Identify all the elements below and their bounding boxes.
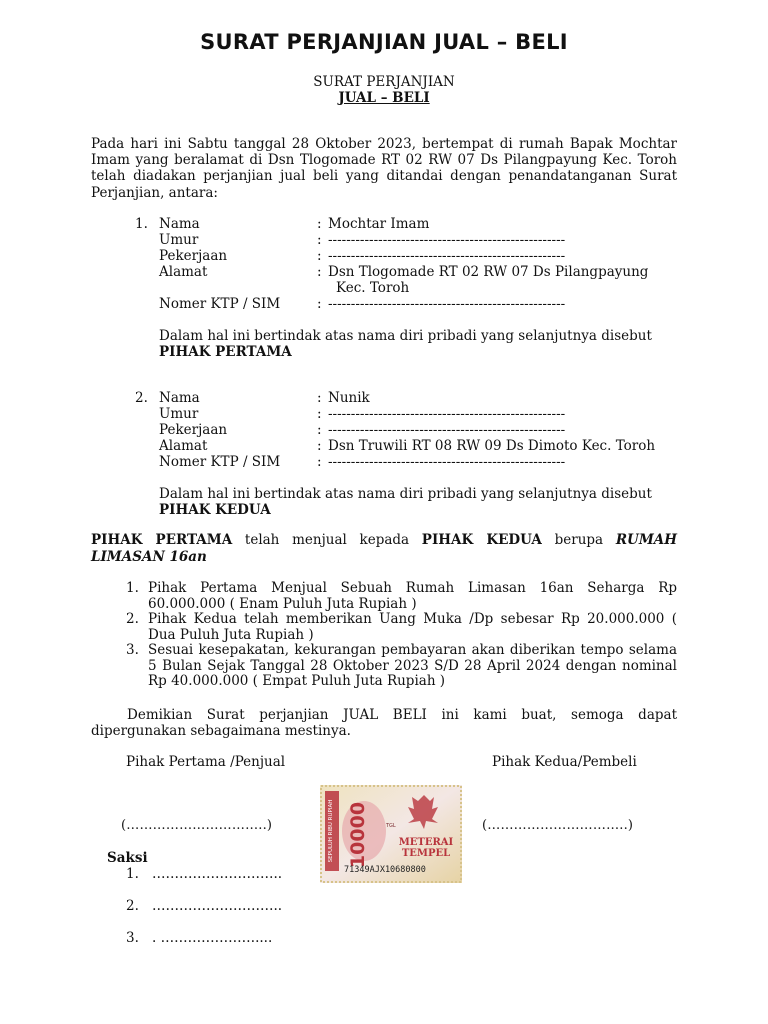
party-one-job: ---------------------------------------------------- — [328, 248, 566, 264]
intro-paragraph: Pada hari ini Sabtu tanggal 28 Oktober 2023, bertempat di rumah Bapak Mochtar Imam yang beralamat di Dsn Tlogomade RT 02 RW 07 Ds Pilangpayung Kec. Toroh telah diadakan perjanjian jual beli yang ditandai dengan penandatanganan Surat Perjanjian, antara: — [91, 136, 677, 201]
party-one-role: PIHAK PERTAMA — [159, 344, 292, 360]
name-label: Nama — [159, 216, 200, 232]
stamp-side-text: SEPULUH RIBU RUPIAH — [328, 799, 334, 863]
stamp-small-label: TGL — [386, 823, 396, 829]
buyer-signature-line: (…………………………..) — [482, 818, 634, 833]
party-one-statement: Dalam hal ini bertindak atas nama diri pribadi yang selanjutnya disebut — [159, 328, 652, 344]
name-label: Nama — [159, 390, 200, 406]
document-title: SURAT PERJANJIAN JUAL – BELI — [200, 30, 568, 54]
party-one-address-cont: Kec. Toroh — [336, 280, 410, 296]
stamp-label-meterai: METERAI — [398, 837, 454, 848]
party-one-number: 1. — [135, 216, 148, 232]
term-number: 3. — [126, 642, 139, 658]
ktp-label: Nomer KTP / SIM — [159, 454, 281, 470]
colon: : — [317, 406, 322, 422]
party-one-name: Mochtar Imam — [328, 216, 430, 232]
party-two-address: Dsn Truwili RT 08 RW 09 Ds Dimoto Kec. Toroh — [328, 438, 656, 454]
sale-party-two: PIHAK KEDUA — [421, 532, 542, 548]
meterai-stamp — [320, 785, 462, 883]
sale-party-one: PIHAK PERTAMA — [91, 532, 233, 548]
seller-signature-line: (…………………………..) — [121, 818, 273, 833]
witness-line: ……………………….. — [152, 898, 283, 914]
sale-text: berupa — [541, 532, 616, 548]
colon: : — [317, 232, 322, 248]
colon: : — [317, 438, 322, 454]
term-number: 1. — [126, 580, 139, 596]
colon: : — [317, 216, 322, 232]
witness-line: . ………………….... — [152, 930, 273, 946]
witness-number: 3. — [126, 930, 139, 946]
party-two-age: ---------------------------------------------------- — [328, 406, 566, 422]
job-label: Pekerjaan — [159, 422, 228, 438]
age-label: Umur — [159, 232, 199, 248]
party-one-address: Dsn Tlogomade RT 02 RW 07 Ds Pilangpayung — [328, 264, 649, 280]
address-label: Alamat — [159, 438, 208, 454]
colon: : — [317, 454, 322, 470]
party-one-age: ---------------------------------------------------- — [328, 232, 566, 248]
party-two-name: Nunik — [328, 390, 370, 406]
sale-statement — [91, 532, 677, 565]
term-number: 2. — [126, 611, 139, 627]
party-two-ktp: ---------------------------------------------------- — [328, 454, 566, 470]
term-text: Pihak Pertama Menjual Sebuah Rumah Limasan 16an Seharga Rp 60.000.000 ( Enam Puluh Juta Rupiah ) — [148, 580, 677, 612]
sale-object: RUMAH LIMASAN 16an — [91, 532, 677, 565]
party-two-job: ---------------------------------------------------- — [328, 422, 566, 438]
witness-title: Saksi — [107, 850, 148, 866]
colon: : — [317, 422, 322, 438]
term-text: Pihak Kedua telah memberikan Uang Muka /Dp sebesar Rp 20.000.000 ( Dua Puluh Juta Rupiah ) — [148, 611, 677, 643]
sale-text: telah menjual kepada — [232, 532, 422, 548]
colon: : — [317, 248, 322, 264]
stamp-serial: 71349AJX10680800 — [344, 865, 426, 875]
agreement-subheading: JUAL – BELI — [338, 90, 430, 106]
stamp-value: 10000 — [347, 801, 369, 869]
colon: : — [317, 264, 322, 280]
colon: : — [317, 296, 322, 312]
term-text: Sesuai kesepakatan, kekurangan pembayaran akan diberikan tempo selama 5 Bulan Sejak Tanggal 28 Oktober 2023 S/D 28 April 2024 dengan nominal Rp 40.000.000 ( Empat Puluh Juta Rupiah ) — [148, 642, 677, 689]
job-label: Pekerjaan — [159, 248, 228, 264]
ktp-label: Nomer KTP / SIM — [159, 296, 281, 312]
address-label: Alamat — [159, 264, 208, 280]
witness-line: ……………………….. — [152, 866, 283, 882]
party-two-role: PIHAK KEDUA — [159, 502, 271, 518]
age-label: Umur — [159, 406, 199, 422]
party-two-statement: Dalam hal ini bertindak atas nama diri pribadi yang selanjutnya disebut — [159, 486, 652, 502]
colon: : — [317, 390, 322, 406]
agreement-heading: SURAT PERJANJIAN — [313, 74, 455, 90]
party-one-ktp: ---------------------------------------------------- — [328, 296, 566, 312]
witness-number: 1. — [126, 866, 139, 882]
buyer-label: Pihak Kedua/Pembeli — [492, 754, 637, 770]
party-two-number: 2. — [135, 390, 148, 406]
witness-number: 2. — [126, 898, 139, 914]
seller-label: Pihak Pertama /Penjual — [126, 754, 286, 770]
closing-paragraph: Demikian Surat perjanjian JUAL BELI ini kami buat, semoga dapat dipergunakan sebagaimana mestinya. — [91, 707, 677, 739]
stamp-label-tempel: TEMPEL — [401, 848, 451, 859]
